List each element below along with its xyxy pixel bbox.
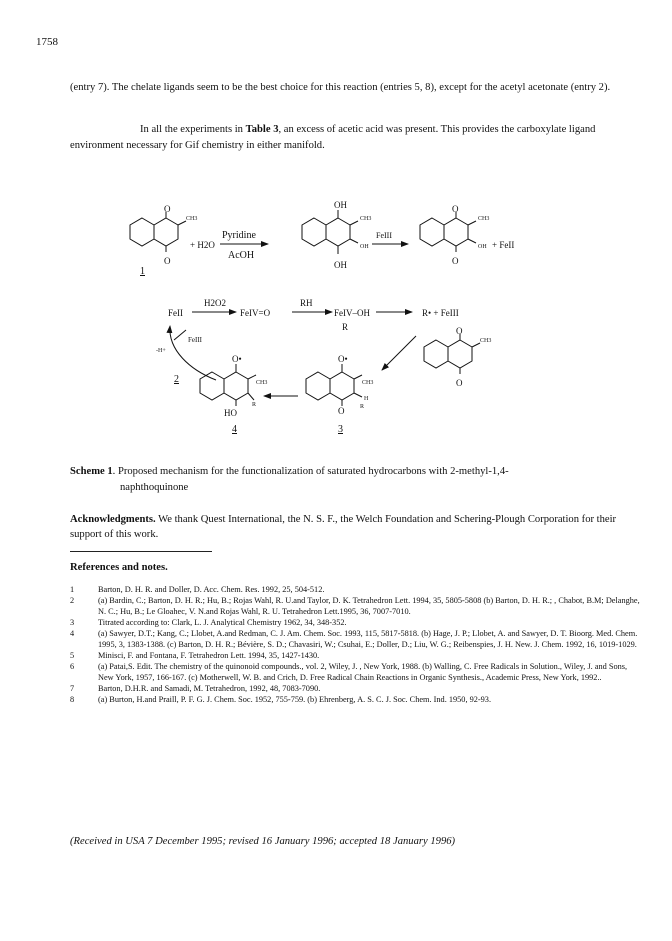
section-divider xyxy=(70,551,212,552)
r-substituent: R xyxy=(342,322,349,332)
reference-item: 7 Barton, D.H.R. and Samadi, M. Tetrahedron, 1992, 48, 7083-7090. xyxy=(70,684,321,693)
reaction-scheme xyxy=(120,200,560,440)
reference-item: 8 (a) Burton, H.and Praill, P. F. G. J. Chem. Soc. 1952, 755-759. (b) Ehrenberg, A. S. C. J. Soc. Chem. Ind. 1950, 92-93. xyxy=(70,695,492,704)
compound-3-label: 3 xyxy=(338,424,343,435)
svg-text:CH3: CH3 xyxy=(480,338,492,344)
hydroquinone-structure xyxy=(302,210,358,254)
reference-item: 6 (a) Patai,S. Edit. The chemistry of the quinonoid compounds., vol. 2, Wiley, J. , New York, 1988. (b) Walling, C. Free Radicals in Solution., Wiley, J. and Sons, New York, 1957, 166-167. (c) Motherwell, W. B. and Crich, D. Free Radical Chain Reactions in Organic Synthesis., Academic Press, New York, 1992.. xyxy=(70,662,628,682)
svg-text:CH3: CH3 xyxy=(362,380,374,386)
ack-label: Acknowledgments. xyxy=(70,514,156,525)
svg-text:R: R xyxy=(360,404,365,410)
svg-text:O•: O• xyxy=(338,354,348,364)
caption-text-2: naphthoquinone xyxy=(120,482,189,493)
svg-text:OH: OH xyxy=(334,260,347,270)
reference-item: 5 Minisci, F. and Fontana, F. Tetrahedron Lett. 1994, 35, 1427-1430. xyxy=(70,651,320,660)
reagent-pyridine: Pyridine xyxy=(222,230,256,241)
naphthoquinone-structure-1 xyxy=(130,212,186,252)
references-list xyxy=(70,584,640,705)
reference-item: 4 (a) Sawyer, D.T.; Kang, C.; Llobet, A.and Redman, C. J. Am. Chem. Soc. 1993, 115, 5817-5818. (b) Hage, J. P.; Llobet, A. and Sawyer, D. T. Bioorg. Med. Chem. 1995, 3, 1383-1388. (c) Barton, D. H. R.; Bévière, S. D.; Chavasiri, W.; Csuhai, E.; Doller, D.; Liu, W. G.; Reibenspies, J. H. New. J. Chem. 1992, 16, 1019-1029. xyxy=(70,629,638,649)
svg-text:OH: OH xyxy=(334,200,347,210)
radical-structure-4 xyxy=(200,364,256,406)
para2-text-b: , an excess of acetic acid was present. This provides the carboxylate ligand environment necessary for Gif chemistry in either manifold. xyxy=(70,124,596,151)
body-paragraph-2 xyxy=(70,122,630,154)
radical-structure-3 xyxy=(306,364,362,406)
svg-text:O: O xyxy=(164,204,171,214)
svg-text:CH3: CH3 xyxy=(256,380,268,386)
body-paragraph-1: (entry 7). The chelate ligands seem to be the best choice for this reaction (entries 5, 8), except for the acetyl acetonate (entry 2). xyxy=(70,82,611,93)
acknowledgments xyxy=(70,512,630,542)
svg-text:O: O xyxy=(452,204,459,214)
reference-item: 2 (a) Bardin, C.; Barton, D. H. R.; Hu, B.; Rojas Wahl, R. U.and Taylor, D. K. Tetrahedron Lett. 1994, 35, 5805-5808 (b) Barton, D. H. R.; , Chabot, B.M; Delanghe, N. C.; Hu, B.; Le Gloahec, V. N.and Rojas Wahl, R. U. Tetrahedron Lett.1995, 36, 7007-7010. xyxy=(70,596,640,616)
svg-text:OH: OH xyxy=(360,244,369,250)
naphthoquinone-structure-2 xyxy=(424,334,480,374)
radical-products: R• + FeIII xyxy=(422,308,459,318)
table-ref: Table 3 xyxy=(245,124,279,135)
caption-label: Scheme 1 xyxy=(70,466,113,477)
fe4oh-label: FeIV–OH xyxy=(334,308,370,318)
svg-text:O: O xyxy=(452,256,459,266)
compound-1-label: 1 xyxy=(140,266,145,277)
plus-fe2: + FeII xyxy=(492,240,515,250)
reference-item: 1 Barton, D. H. R. and Doller, D. Acc. Chem. Res. 1992, 25, 504-512. xyxy=(70,585,325,594)
h2o2-label: H2O2 xyxy=(204,298,226,308)
plus-water: + H2O xyxy=(190,240,215,250)
svg-text:H: H xyxy=(364,396,369,402)
reagent-acoh: AcOH xyxy=(228,250,255,261)
svg-text:CH3: CH3 xyxy=(186,216,198,222)
fe2-label: FeII xyxy=(168,308,183,318)
fe3-label: FeIII xyxy=(376,231,392,240)
rh-label: RH xyxy=(300,298,313,308)
svg-text:CH3: CH3 xyxy=(360,216,372,222)
received-dates: (Received in USA 7 December 1995; revised 16 January 1996; accepted 18 January 1996) xyxy=(70,836,456,847)
scheme-caption xyxy=(70,464,630,496)
svg-text:R: R xyxy=(252,402,257,408)
compound-2-label: 2 xyxy=(174,374,179,385)
page-number: 1758 xyxy=(36,36,58,48)
svg-text:HO: HO xyxy=(224,408,237,418)
fe3-cycle-label: FeIII xyxy=(188,336,202,344)
svg-text:O: O xyxy=(338,406,345,416)
fe4o-label: FeIV=O xyxy=(240,308,271,318)
svg-text:O: O xyxy=(456,326,463,336)
svg-text:CH3: CH3 xyxy=(478,216,490,222)
scheme-drawing xyxy=(120,200,560,440)
references-heading: References and notes. xyxy=(70,562,168,573)
svg-text:O: O xyxy=(164,256,171,266)
reference-item: 3 Titrated according to: Clark, L. J. Analytical Chemistry 1962, 34, 348-352. xyxy=(70,618,347,627)
compound-4-label: 4 xyxy=(232,424,237,435)
minus-h-label: -H+ xyxy=(156,348,166,354)
svg-text:O: O xyxy=(456,378,463,388)
ack-text: We thank Quest International, the N. S. F., the Welch Foundation and Schering-Plough Corporation for their support of this work. xyxy=(70,514,617,540)
hydroxyquinone-structure xyxy=(420,212,476,252)
svg-text:OH: OH xyxy=(478,244,487,250)
caption-text: . Proposed mechanism for the functionalization of saturated hydrocarbons with 2-methyl-1,4- xyxy=(112,466,509,477)
para2-text-a: In all the experiments in xyxy=(140,124,246,135)
svg-text:O•: O• xyxy=(232,354,242,364)
